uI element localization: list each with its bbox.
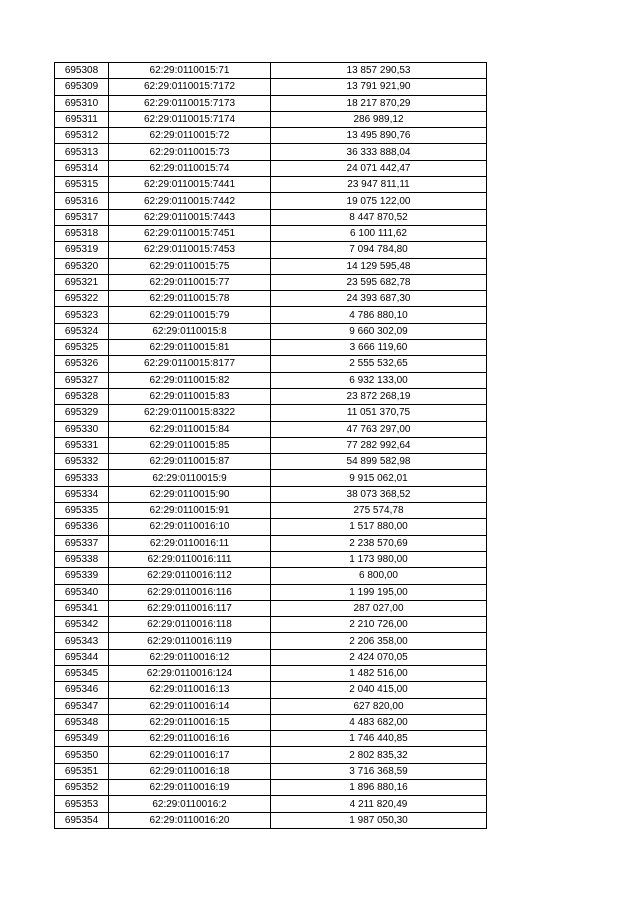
table-row bbox=[55, 454, 487, 470]
value-cell: 24 071 442,47 bbox=[271, 160, 487, 176]
cadastral-number-cell: 62:29:0110015:7441 bbox=[109, 177, 271, 193]
cadastral-number-cell: 62:29:0110016:119 bbox=[109, 633, 271, 649]
value-cell: 18 217 870,29 bbox=[271, 95, 487, 111]
row-number-cell: 695331 bbox=[55, 437, 109, 453]
value-cell: 4 211 820,49 bbox=[271, 796, 487, 812]
cadastral-number-cell: 62:29:0110015:78 bbox=[109, 291, 271, 307]
value-cell: 11 051 370,75 bbox=[271, 405, 487, 421]
cadastral-number-cell: 62:29:0110015:82 bbox=[109, 372, 271, 388]
value-cell: 13 495 890,76 bbox=[271, 128, 487, 144]
value-cell: 9 660 302,09 bbox=[271, 323, 487, 339]
table-row bbox=[55, 421, 487, 437]
value-cell: 1 199 195,00 bbox=[271, 584, 487, 600]
table-row bbox=[55, 307, 487, 323]
cadastral-number-cell: 62:29:0110016:18 bbox=[109, 763, 271, 779]
cadastral-number-cell: 62:29:0110015:8322 bbox=[109, 405, 271, 421]
cadastral-number-cell: 62:29:0110016:11 bbox=[109, 535, 271, 551]
value-cell: 1 987 050,30 bbox=[271, 812, 487, 828]
value-cell: 2 238 570,69 bbox=[271, 535, 487, 551]
value-cell: 2 802 835,32 bbox=[271, 747, 487, 763]
cadastral-number-cell: 62:29:0110015:7173 bbox=[109, 95, 271, 111]
row-number-cell: 695349 bbox=[55, 731, 109, 747]
cadastral-number-cell: 62:29:0110015:8177 bbox=[109, 356, 271, 372]
cadastral-number-cell: 62:29:0110016:19 bbox=[109, 780, 271, 796]
value-cell: 6 100 111,62 bbox=[271, 225, 487, 241]
table-row bbox=[55, 209, 487, 225]
row-number-cell: 695329 bbox=[55, 405, 109, 421]
row-number-cell: 695336 bbox=[55, 519, 109, 535]
table-row bbox=[55, 568, 487, 584]
cadastral-number-cell: 62:29:0110016:20 bbox=[109, 812, 271, 828]
table-row bbox=[55, 698, 487, 714]
table-row bbox=[55, 812, 487, 828]
value-cell: 47 763 297,00 bbox=[271, 421, 487, 437]
value-cell: 1 517 880,00 bbox=[271, 519, 487, 535]
cadastral-number-cell: 62:29:0110015:87 bbox=[109, 454, 271, 470]
row-number-cell: 695334 bbox=[55, 486, 109, 502]
value-cell: 14 129 595,48 bbox=[271, 258, 487, 274]
table-row bbox=[55, 274, 487, 290]
row-number-cell: 695321 bbox=[55, 274, 109, 290]
row-number-cell: 695352 bbox=[55, 780, 109, 796]
table-row bbox=[55, 177, 487, 193]
table-row bbox=[55, 763, 487, 779]
value-cell: 36 333 888,04 bbox=[271, 144, 487, 160]
cadastral-number-cell: 62:29:0110016:124 bbox=[109, 665, 271, 681]
table-row bbox=[55, 111, 487, 127]
row-number-cell: 695315 bbox=[55, 177, 109, 193]
row-number-cell: 695351 bbox=[55, 763, 109, 779]
cadastral-number-cell: 62:29:0110016:111 bbox=[109, 551, 271, 567]
table-row bbox=[55, 796, 487, 812]
cadastral-number-cell: 62:29:0110016:112 bbox=[109, 568, 271, 584]
row-number-cell: 695316 bbox=[55, 193, 109, 209]
value-cell: 1 896 880,16 bbox=[271, 780, 487, 796]
table-row bbox=[55, 682, 487, 698]
value-cell: 627 820,00 bbox=[271, 698, 487, 714]
cadastral-number-cell: 62:29:0110015:75 bbox=[109, 258, 271, 274]
row-number-cell: 695325 bbox=[55, 340, 109, 356]
table-row bbox=[55, 551, 487, 567]
cadastral-number-cell: 62:29:0110016:15 bbox=[109, 714, 271, 730]
row-number-cell: 695308 bbox=[55, 63, 109, 79]
table-row bbox=[55, 193, 487, 209]
value-cell: 13 857 290,53 bbox=[271, 63, 487, 79]
row-number-cell: 695310 bbox=[55, 95, 109, 111]
table-row bbox=[55, 388, 487, 404]
table-row bbox=[55, 780, 487, 796]
value-cell: 1 173 980,00 bbox=[271, 551, 487, 567]
value-cell: 2 040 415,00 bbox=[271, 682, 487, 698]
cadastral-number-cell: 62:29:0110015:84 bbox=[109, 421, 271, 437]
cadastral-number-cell: 62:29:0110015:7443 bbox=[109, 209, 271, 225]
table-row bbox=[55, 144, 487, 160]
table-row bbox=[55, 747, 487, 763]
table-row bbox=[55, 503, 487, 519]
table-row bbox=[55, 340, 487, 356]
row-number-cell: 695338 bbox=[55, 551, 109, 567]
table-row bbox=[55, 437, 487, 453]
row-number-cell: 695313 bbox=[55, 144, 109, 160]
cadastral-number-cell: 62:29:0110016:2 bbox=[109, 796, 271, 812]
table-row bbox=[55, 242, 487, 258]
value-cell: 1 746 440,85 bbox=[271, 731, 487, 747]
table-row bbox=[55, 470, 487, 486]
row-number-cell: 695339 bbox=[55, 568, 109, 584]
cadastral-number-cell: 62:29:0110015:7172 bbox=[109, 79, 271, 95]
row-number-cell: 695322 bbox=[55, 291, 109, 307]
value-cell: 7 094 784,80 bbox=[271, 242, 487, 258]
table-row bbox=[55, 95, 487, 111]
value-cell: 3 716 368,59 bbox=[271, 763, 487, 779]
row-number-cell: 695320 bbox=[55, 258, 109, 274]
cadastral-number-cell: 62:29:0110016:16 bbox=[109, 731, 271, 747]
value-cell: 2 555 532,65 bbox=[271, 356, 487, 372]
table-row bbox=[55, 714, 487, 730]
value-cell: 2 424 070,05 bbox=[271, 649, 487, 665]
row-number-cell: 695330 bbox=[55, 421, 109, 437]
cadastral-number-cell: 62:29:0110015:71 bbox=[109, 63, 271, 79]
cadastral-number-cell: 62:29:0110015:7451 bbox=[109, 225, 271, 241]
row-number-cell: 695348 bbox=[55, 714, 109, 730]
table-row bbox=[55, 160, 487, 176]
value-cell: 3 666 119,60 bbox=[271, 340, 487, 356]
row-number-cell: 695318 bbox=[55, 225, 109, 241]
row-number-cell: 695327 bbox=[55, 372, 109, 388]
table-row bbox=[55, 291, 487, 307]
table-row bbox=[55, 649, 487, 665]
table-row bbox=[55, 665, 487, 681]
table-row bbox=[55, 225, 487, 241]
row-number-cell: 695328 bbox=[55, 388, 109, 404]
table-row bbox=[55, 356, 487, 372]
cadastral-number-cell: 62:29:0110016:12 bbox=[109, 649, 271, 665]
row-number-cell: 695314 bbox=[55, 160, 109, 176]
cadastral-number-cell: 62:29:0110015:73 bbox=[109, 144, 271, 160]
table-row bbox=[55, 633, 487, 649]
table-row bbox=[55, 372, 487, 388]
table-row bbox=[55, 258, 487, 274]
value-cell: 9 915 062,01 bbox=[271, 470, 487, 486]
value-cell: 6 800,00 bbox=[271, 568, 487, 584]
row-number-cell: 695309 bbox=[55, 79, 109, 95]
row-number-cell: 695345 bbox=[55, 665, 109, 681]
value-cell: 4 786 880,10 bbox=[271, 307, 487, 323]
value-cell: 23 872 268,19 bbox=[271, 388, 487, 404]
row-number-cell: 695353 bbox=[55, 796, 109, 812]
row-number-cell: 695343 bbox=[55, 633, 109, 649]
cadastral-number-cell: 62:29:0110015:83 bbox=[109, 388, 271, 404]
row-number-cell: 695337 bbox=[55, 535, 109, 551]
value-cell: 2 210 726,00 bbox=[271, 617, 487, 633]
table-body bbox=[55, 63, 487, 829]
cadastral-number-cell: 62:29:0110016:17 bbox=[109, 747, 271, 763]
row-number-cell: 695317 bbox=[55, 209, 109, 225]
row-number-cell: 695347 bbox=[55, 698, 109, 714]
cadastral-number-cell: 62:29:0110015:7453 bbox=[109, 242, 271, 258]
value-cell: 23 947 811,11 bbox=[271, 177, 487, 193]
cadastral-number-cell: 62:29:0110016:117 bbox=[109, 600, 271, 616]
cadastral-number-cell: 62:29:0110015:9 bbox=[109, 470, 271, 486]
cadastral-number-cell: 62:29:0110015:72 bbox=[109, 128, 271, 144]
table-row bbox=[55, 323, 487, 339]
value-cell: 77 282 992,64 bbox=[271, 437, 487, 453]
row-number-cell: 695333 bbox=[55, 470, 109, 486]
row-number-cell: 695335 bbox=[55, 503, 109, 519]
cadastral-number-cell: 62:29:0110015:81 bbox=[109, 340, 271, 356]
cadastral-number-cell: 62:29:0110016:13 bbox=[109, 682, 271, 698]
table-row bbox=[55, 63, 487, 79]
value-cell: 13 791 921,90 bbox=[271, 79, 487, 95]
value-cell: 23 595 682,78 bbox=[271, 274, 487, 290]
cadastral-number-cell: 62:29:0110015:74 bbox=[109, 160, 271, 176]
data-table bbox=[54, 62, 487, 829]
cadastral-number-cell: 62:29:0110015:90 bbox=[109, 486, 271, 502]
table-row bbox=[55, 128, 487, 144]
table-row bbox=[55, 617, 487, 633]
cadastral-number-cell: 62:29:0110015:79 bbox=[109, 307, 271, 323]
row-number-cell: 695319 bbox=[55, 242, 109, 258]
row-number-cell: 695350 bbox=[55, 747, 109, 763]
row-number-cell: 695332 bbox=[55, 454, 109, 470]
row-number-cell: 695323 bbox=[55, 307, 109, 323]
value-cell: 2 206 358,00 bbox=[271, 633, 487, 649]
value-cell: 275 574,78 bbox=[271, 503, 487, 519]
cadastral-number-cell: 62:29:0110015:7442 bbox=[109, 193, 271, 209]
table-row bbox=[55, 405, 487, 421]
value-cell: 1 482 516,00 bbox=[271, 665, 487, 681]
cadastral-number-cell: 62:29:0110016:10 bbox=[109, 519, 271, 535]
value-cell: 287 027,00 bbox=[271, 600, 487, 616]
table-row bbox=[55, 584, 487, 600]
value-cell: 4 483 682,00 bbox=[271, 714, 487, 730]
row-number-cell: 695326 bbox=[55, 356, 109, 372]
value-cell: 286 989,12 bbox=[271, 111, 487, 127]
table-row bbox=[55, 731, 487, 747]
row-number-cell: 695340 bbox=[55, 584, 109, 600]
value-cell: 38 073 368,52 bbox=[271, 486, 487, 502]
row-number-cell: 695311 bbox=[55, 111, 109, 127]
row-number-cell: 695354 bbox=[55, 812, 109, 828]
cadastral-number-cell: 62:29:0110015:77 bbox=[109, 274, 271, 290]
row-number-cell: 695341 bbox=[55, 600, 109, 616]
table-row bbox=[55, 79, 487, 95]
row-number-cell: 695346 bbox=[55, 682, 109, 698]
cadastral-number-cell: 62:29:0110016:116 bbox=[109, 584, 271, 600]
cadastral-number-cell: 62:29:0110015:8 bbox=[109, 323, 271, 339]
table-row bbox=[55, 535, 487, 551]
row-number-cell: 695342 bbox=[55, 617, 109, 633]
cadastral-number-cell: 62:29:0110015:91 bbox=[109, 503, 271, 519]
table-row bbox=[55, 519, 487, 535]
row-number-cell: 695324 bbox=[55, 323, 109, 339]
row-number-cell: 695344 bbox=[55, 649, 109, 665]
value-cell: 8 447 870,52 bbox=[271, 209, 487, 225]
cadastral-number-cell: 62:29:0110015:7174 bbox=[109, 111, 271, 127]
row-number-cell: 695312 bbox=[55, 128, 109, 144]
value-cell: 6 932 133,00 bbox=[271, 372, 487, 388]
table-row bbox=[55, 600, 487, 616]
value-cell: 54 899 582,98 bbox=[271, 454, 487, 470]
cadastral-number-cell: 62:29:0110016:14 bbox=[109, 698, 271, 714]
cadastral-number-cell: 62:29:0110015:85 bbox=[109, 437, 271, 453]
value-cell: 19 075 122,00 bbox=[271, 193, 487, 209]
table-row bbox=[55, 486, 487, 502]
value-cell: 24 393 687,30 bbox=[271, 291, 487, 307]
cadastral-number-cell: 62:29:0110016:118 bbox=[109, 617, 271, 633]
